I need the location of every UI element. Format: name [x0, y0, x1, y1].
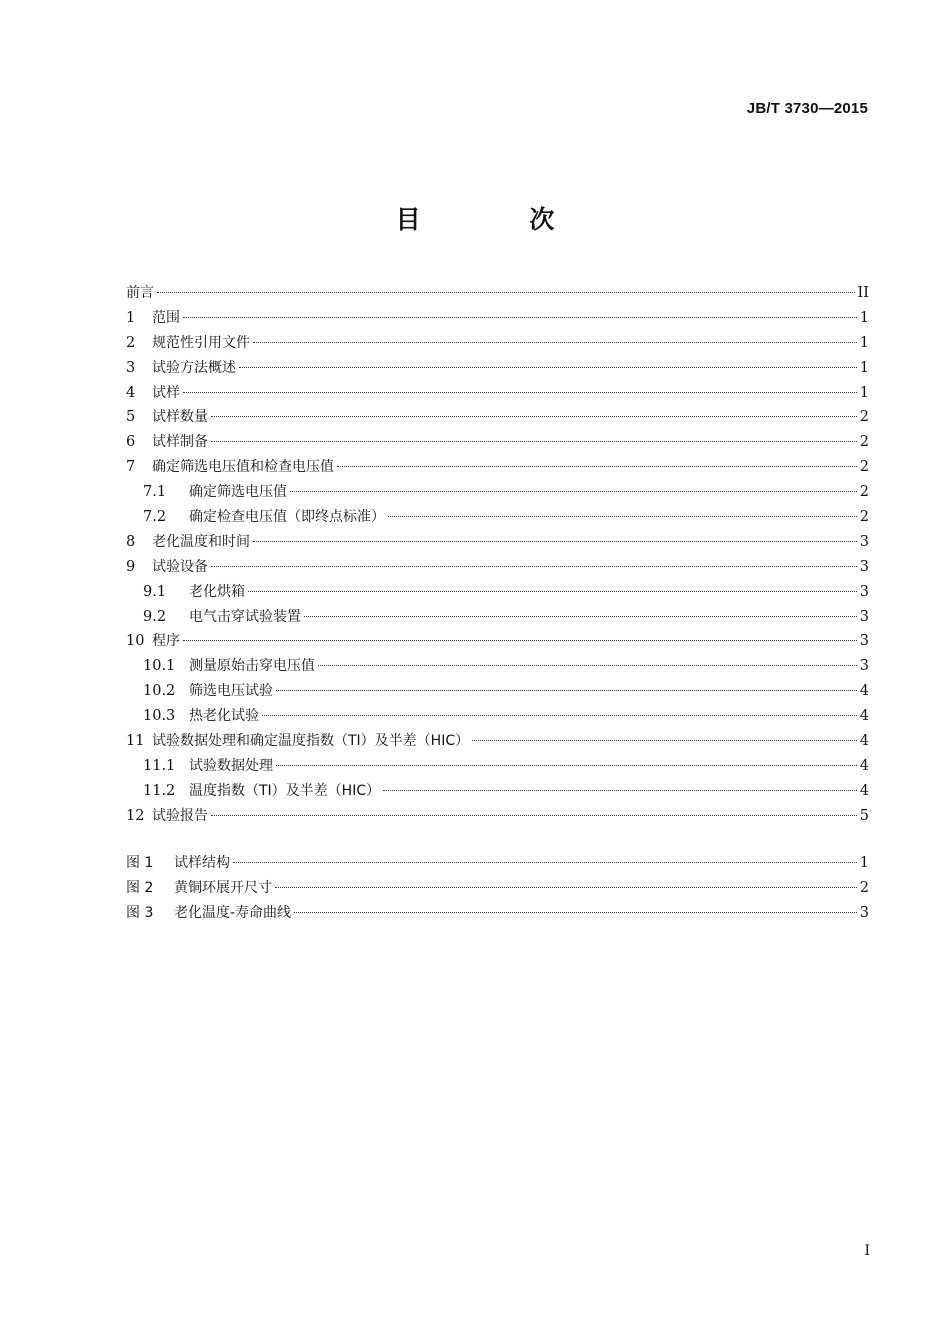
dot-leader: [276, 765, 857, 766]
toc-entry-number: 11: [126, 733, 145, 750]
toc-entry-title: 测量原始击穿电压值: [189, 658, 315, 675]
figure-entry-title: 黄铜环展开尺寸: [174, 879, 272, 896]
dot-leader: [275, 887, 857, 888]
dot-leader: [211, 566, 857, 567]
toc-entry-title: 试样数量: [152, 409, 208, 426]
dot-leader: [472, 740, 857, 741]
toc-entry[interactable]: [126, 704, 869, 729]
toc-entry-number: 5: [126, 409, 136, 426]
figure-entry[interactable]: [126, 876, 869, 901]
toc-entry[interactable]: [126, 455, 869, 480]
toc-entry[interactable]: [126, 530, 869, 555]
toc-entry-title: 试验报告: [152, 807, 208, 824]
toc-entry-number: 4: [126, 384, 136, 401]
toc-entry-page: 2: [859, 509, 869, 526]
toc-entry-page: 2: [859, 484, 869, 501]
toc-entry[interactable]: [126, 405, 869, 430]
dot-leader: [253, 541, 857, 542]
figure-entry-page: 2: [859, 879, 869, 896]
toc-entry-page: 3: [859, 583, 869, 600]
toc-entry-page: 1: [859, 334, 869, 351]
toc-entry-number: 11.1: [143, 757, 176, 774]
toc-entry-page: 4: [859, 708, 869, 725]
dot-leader: [276, 690, 857, 691]
toc-entry-number: 11.2: [143, 782, 176, 799]
toc-entry-page: 3: [859, 658, 869, 675]
figure-entry-page: 3: [859, 904, 869, 921]
toc-entry-title: 试样: [152, 384, 180, 401]
toc-entry-page: 2: [859, 409, 869, 426]
toc-entry-number: 8: [126, 533, 136, 550]
dot-leader: [157, 292, 855, 293]
toc-entry-page: 4: [859, 683, 869, 700]
toc-entry[interactable]: [126, 555, 869, 580]
dot-leader: [211, 441, 857, 442]
toc-entry[interactable]: [126, 331, 869, 356]
toc-entry-number: 9: [126, 558, 136, 575]
standard-code: JB/T 3730—2015: [746, 100, 868, 117]
toc-entry-number: 7.2: [143, 509, 167, 526]
toc-entry-title: 程序: [152, 633, 180, 650]
toc-entry-page: 5: [859, 807, 869, 824]
toc-entry-title: 电气击穿试验装置: [189, 608, 301, 625]
toc-entry-title: 老化烘箱: [189, 583, 245, 600]
toc-entry-number: 12: [126, 807, 145, 824]
table-of-contents: [126, 281, 869, 829]
dot-leader: [294, 912, 857, 913]
toc-entry[interactable]: [126, 654, 869, 679]
dot-leader: [183, 640, 857, 641]
toc-entry-number: 6: [126, 434, 136, 451]
dot-leader: [253, 342, 857, 343]
toc-entry-number: 2: [126, 334, 136, 351]
page-title: 目 次: [395, 205, 605, 234]
toc-entry-title: 范围: [152, 309, 180, 326]
toc-entry-title: 确定筛选电压值: [189, 484, 287, 501]
toc-entry[interactable]: [126, 580, 869, 605]
dot-leader: [290, 491, 857, 492]
toc-entry-number: 7: [126, 459, 136, 476]
toc-entry-number: 10.2: [143, 683, 176, 700]
toc-entry-page: 1: [859, 309, 869, 326]
dot-leader: [318, 665, 857, 666]
toc-entry[interactable]: [126, 281, 869, 306]
toc-entry-page: 4: [859, 757, 869, 774]
toc-entry-number: 7.1: [143, 484, 167, 501]
toc-entry-title: 试验数据处理和确定温度指数（TI）及半差（HIC）: [152, 733, 470, 750]
toc-entry-page: 2: [859, 459, 869, 476]
toc-entry-title: 确定筛选电压值和检查电压值: [152, 459, 334, 476]
toc-entry-page: 2: [859, 434, 869, 451]
toc-entry[interactable]: [126, 729, 869, 754]
toc-entry-title: 试验数据处理: [189, 757, 273, 774]
dot-leader: [337, 466, 857, 467]
page-number: I: [864, 1243, 870, 1259]
figure-entry-number: 图 3: [126, 904, 154, 921]
toc-entry-number: 10: [126, 633, 145, 650]
dot-leader: [211, 416, 857, 417]
toc-entry-page: 4: [859, 782, 869, 799]
figure-entry-title: 试样结构: [174, 855, 230, 871]
dot-leader: [183, 317, 857, 318]
dot-leader: [388, 516, 857, 517]
toc-entry[interactable]: [126, 505, 869, 530]
toc-entry[interactable]: [126, 356, 869, 381]
toc-entry-page: II: [857, 285, 869, 301]
toc-entry-number: 9.1: [143, 583, 167, 600]
toc-entry-page: 3: [859, 608, 869, 625]
dot-leader: [262, 715, 857, 716]
figure-entry-page: 1: [859, 855, 869, 871]
toc-entry-number: 10.3: [143, 708, 176, 725]
toc-entry-title: 规范性引用文件: [152, 334, 250, 351]
toc-entry-title: 筛选电压试验: [189, 683, 273, 700]
dot-leader: [239, 367, 857, 368]
toc-entry[interactable]: [126, 381, 869, 406]
toc-entry-number: 3: [126, 359, 136, 376]
dot-leader: [248, 591, 857, 592]
toc-entry[interactable]: [126, 430, 869, 455]
dot-leader: [304, 616, 857, 617]
toc-entry[interactable]: [126, 306, 869, 331]
toc-entry[interactable]: [126, 679, 869, 704]
toc-entry-page: 1: [859, 384, 869, 401]
toc-entry-number: 9.2: [143, 608, 167, 625]
toc-entry-page: 4: [859, 733, 869, 750]
toc-entry-title: 温度指数（TI）及半差（HIC）: [189, 782, 381, 799]
toc-entry-title: 确定检查电压值（即终点标准）: [189, 509, 385, 526]
figure-entry-number: 图 2: [126, 879, 154, 896]
figure-entry-number: 图 1: [126, 855, 154, 871]
toc-entry-number: 10.1: [143, 658, 176, 675]
toc-entry-page: 3: [859, 633, 869, 650]
figure-entry[interactable]: [126, 851, 869, 876]
toc-entry-title: 试验方法概述: [152, 359, 236, 376]
toc-entry-title: 老化温度和时间: [152, 533, 250, 550]
dot-leader: [383, 790, 857, 791]
toc-entry[interactable]: [126, 779, 869, 804]
toc-entry-title: 试验设备: [152, 558, 208, 575]
figure-list: [126, 851, 869, 926]
toc-entry[interactable]: [126, 804, 869, 829]
figure-entry[interactable]: [126, 901, 869, 926]
dot-leader: [183, 392, 857, 393]
toc-entry[interactable]: [126, 629, 869, 654]
toc-entry-number: 1: [126, 309, 136, 326]
toc-entry[interactable]: [126, 605, 869, 630]
toc-entry-title: 热老化试验: [189, 708, 259, 725]
dot-leader: [233, 862, 857, 863]
toc-entry-page: 1: [859, 359, 869, 376]
toc-entry[interactable]: [126, 480, 869, 505]
toc-entry-title: 前言: [126, 285, 154, 301]
toc-entry-page: 3: [859, 533, 869, 550]
toc-entry[interactable]: [126, 754, 869, 779]
dot-leader: [211, 815, 857, 816]
toc-entry-page: 3: [859, 558, 869, 575]
toc-entry-title: 试样制备: [152, 434, 208, 451]
figure-entry-title: 老化温度-寿命曲线: [174, 904, 292, 921]
